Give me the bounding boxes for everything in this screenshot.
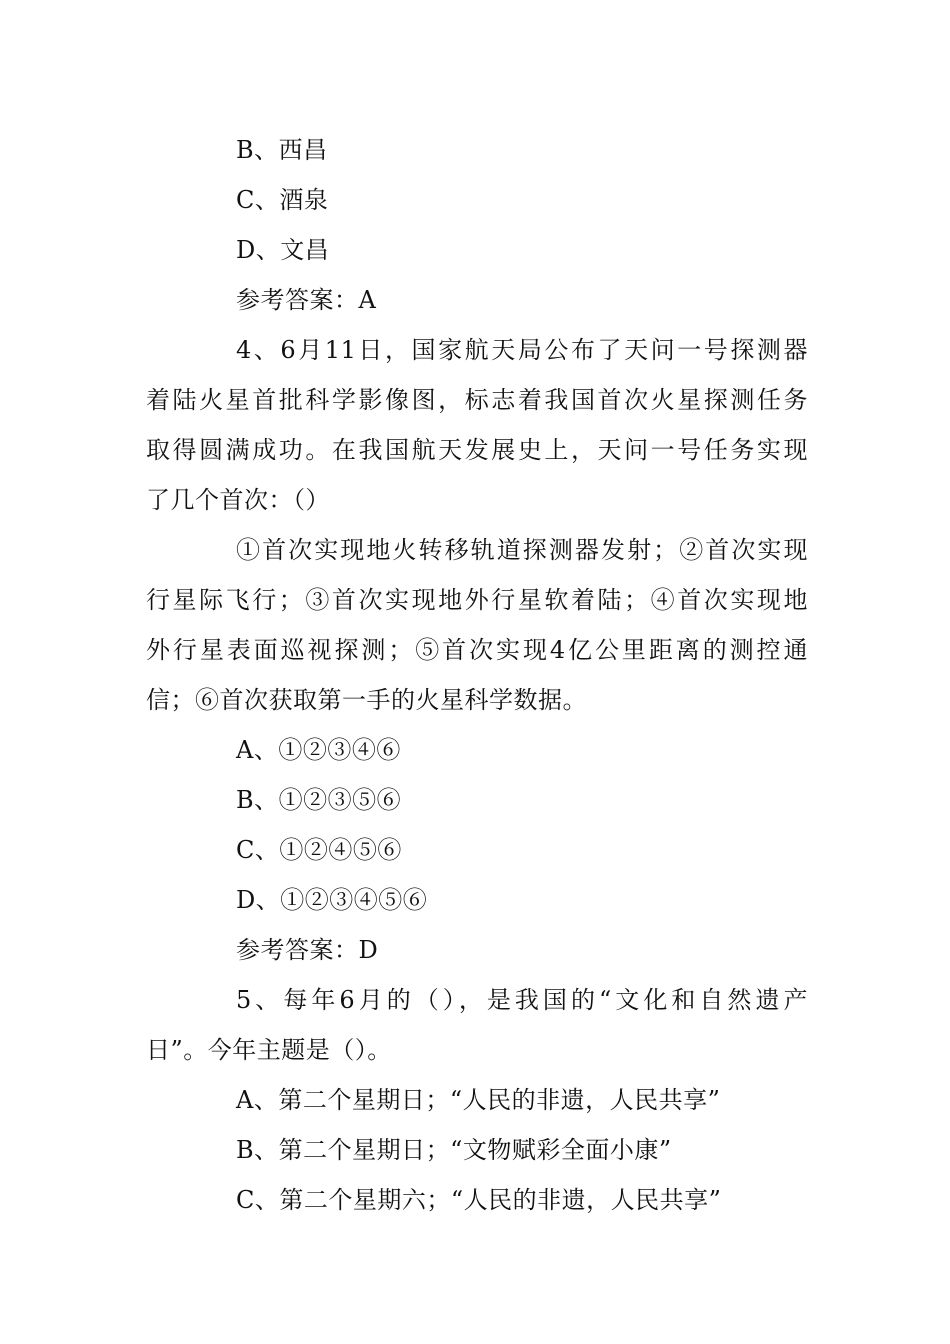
q4-statement-line-2: 行星际飞行；③首次实现地外行星软着陆；④首次实现地	[146, 586, 808, 614]
q4-statement-line-3: 外行星表面巡视探测；⑤首次实现4亿公里距离的测控通	[146, 636, 808, 664]
q4-option-c: C、①②④⑤⑥	[236, 836, 402, 864]
q4-statement-line-4: 信；⑥首次获取第一手的火星科学数据。	[146, 686, 587, 714]
q4-stem-line-4: 了几个首次：（）	[146, 486, 330, 514]
q5-option-c: C、第二个星期六；“人民的非遗，人民共享”	[236, 1186, 722, 1214]
q4-answer: 参考答案：D	[236, 936, 379, 964]
q5-option-a: A、第二个星期日；“人民的非遗，人民共享”	[236, 1086, 721, 1114]
q3-answer: 参考答案：A	[236, 286, 377, 314]
q4-stem-line-2: 着陆火星首批科学影像图，标志着我国首次火星探测任务	[146, 386, 808, 414]
q4-option-b: B、①②③⑤⑥	[236, 786, 402, 814]
q5-stem-line-2: 日”。今年主题是（）。	[146, 1036, 392, 1064]
q3-option-c: C、酒泉	[236, 186, 329, 214]
q4-option-a: A、①②③④⑥	[236, 736, 401, 764]
q4-stem-line-3: 取得圆满成功。在我国航天发展史上，天问一号任务实现	[146, 436, 808, 464]
q5-stem-line-1: 5、每年6月的（），是我国的“文化和自然遗产	[236, 986, 808, 1014]
q4-option-d: D、①②③④⑤⑥	[236, 886, 428, 914]
q3-option-b: B、西昌	[236, 136, 328, 164]
q4-stem-line-1: 4、6月11日，国家航天局公布了天问一号探测器	[236, 336, 808, 364]
q3-option-d: D、文昌	[236, 236, 330, 264]
q5-option-b: B、第二个星期日；“文物赋彩全面小康”	[236, 1136, 672, 1164]
q4-statement-line-1: ①首次实现地火转移轨道探测器发射；②首次实现	[236, 536, 808, 564]
